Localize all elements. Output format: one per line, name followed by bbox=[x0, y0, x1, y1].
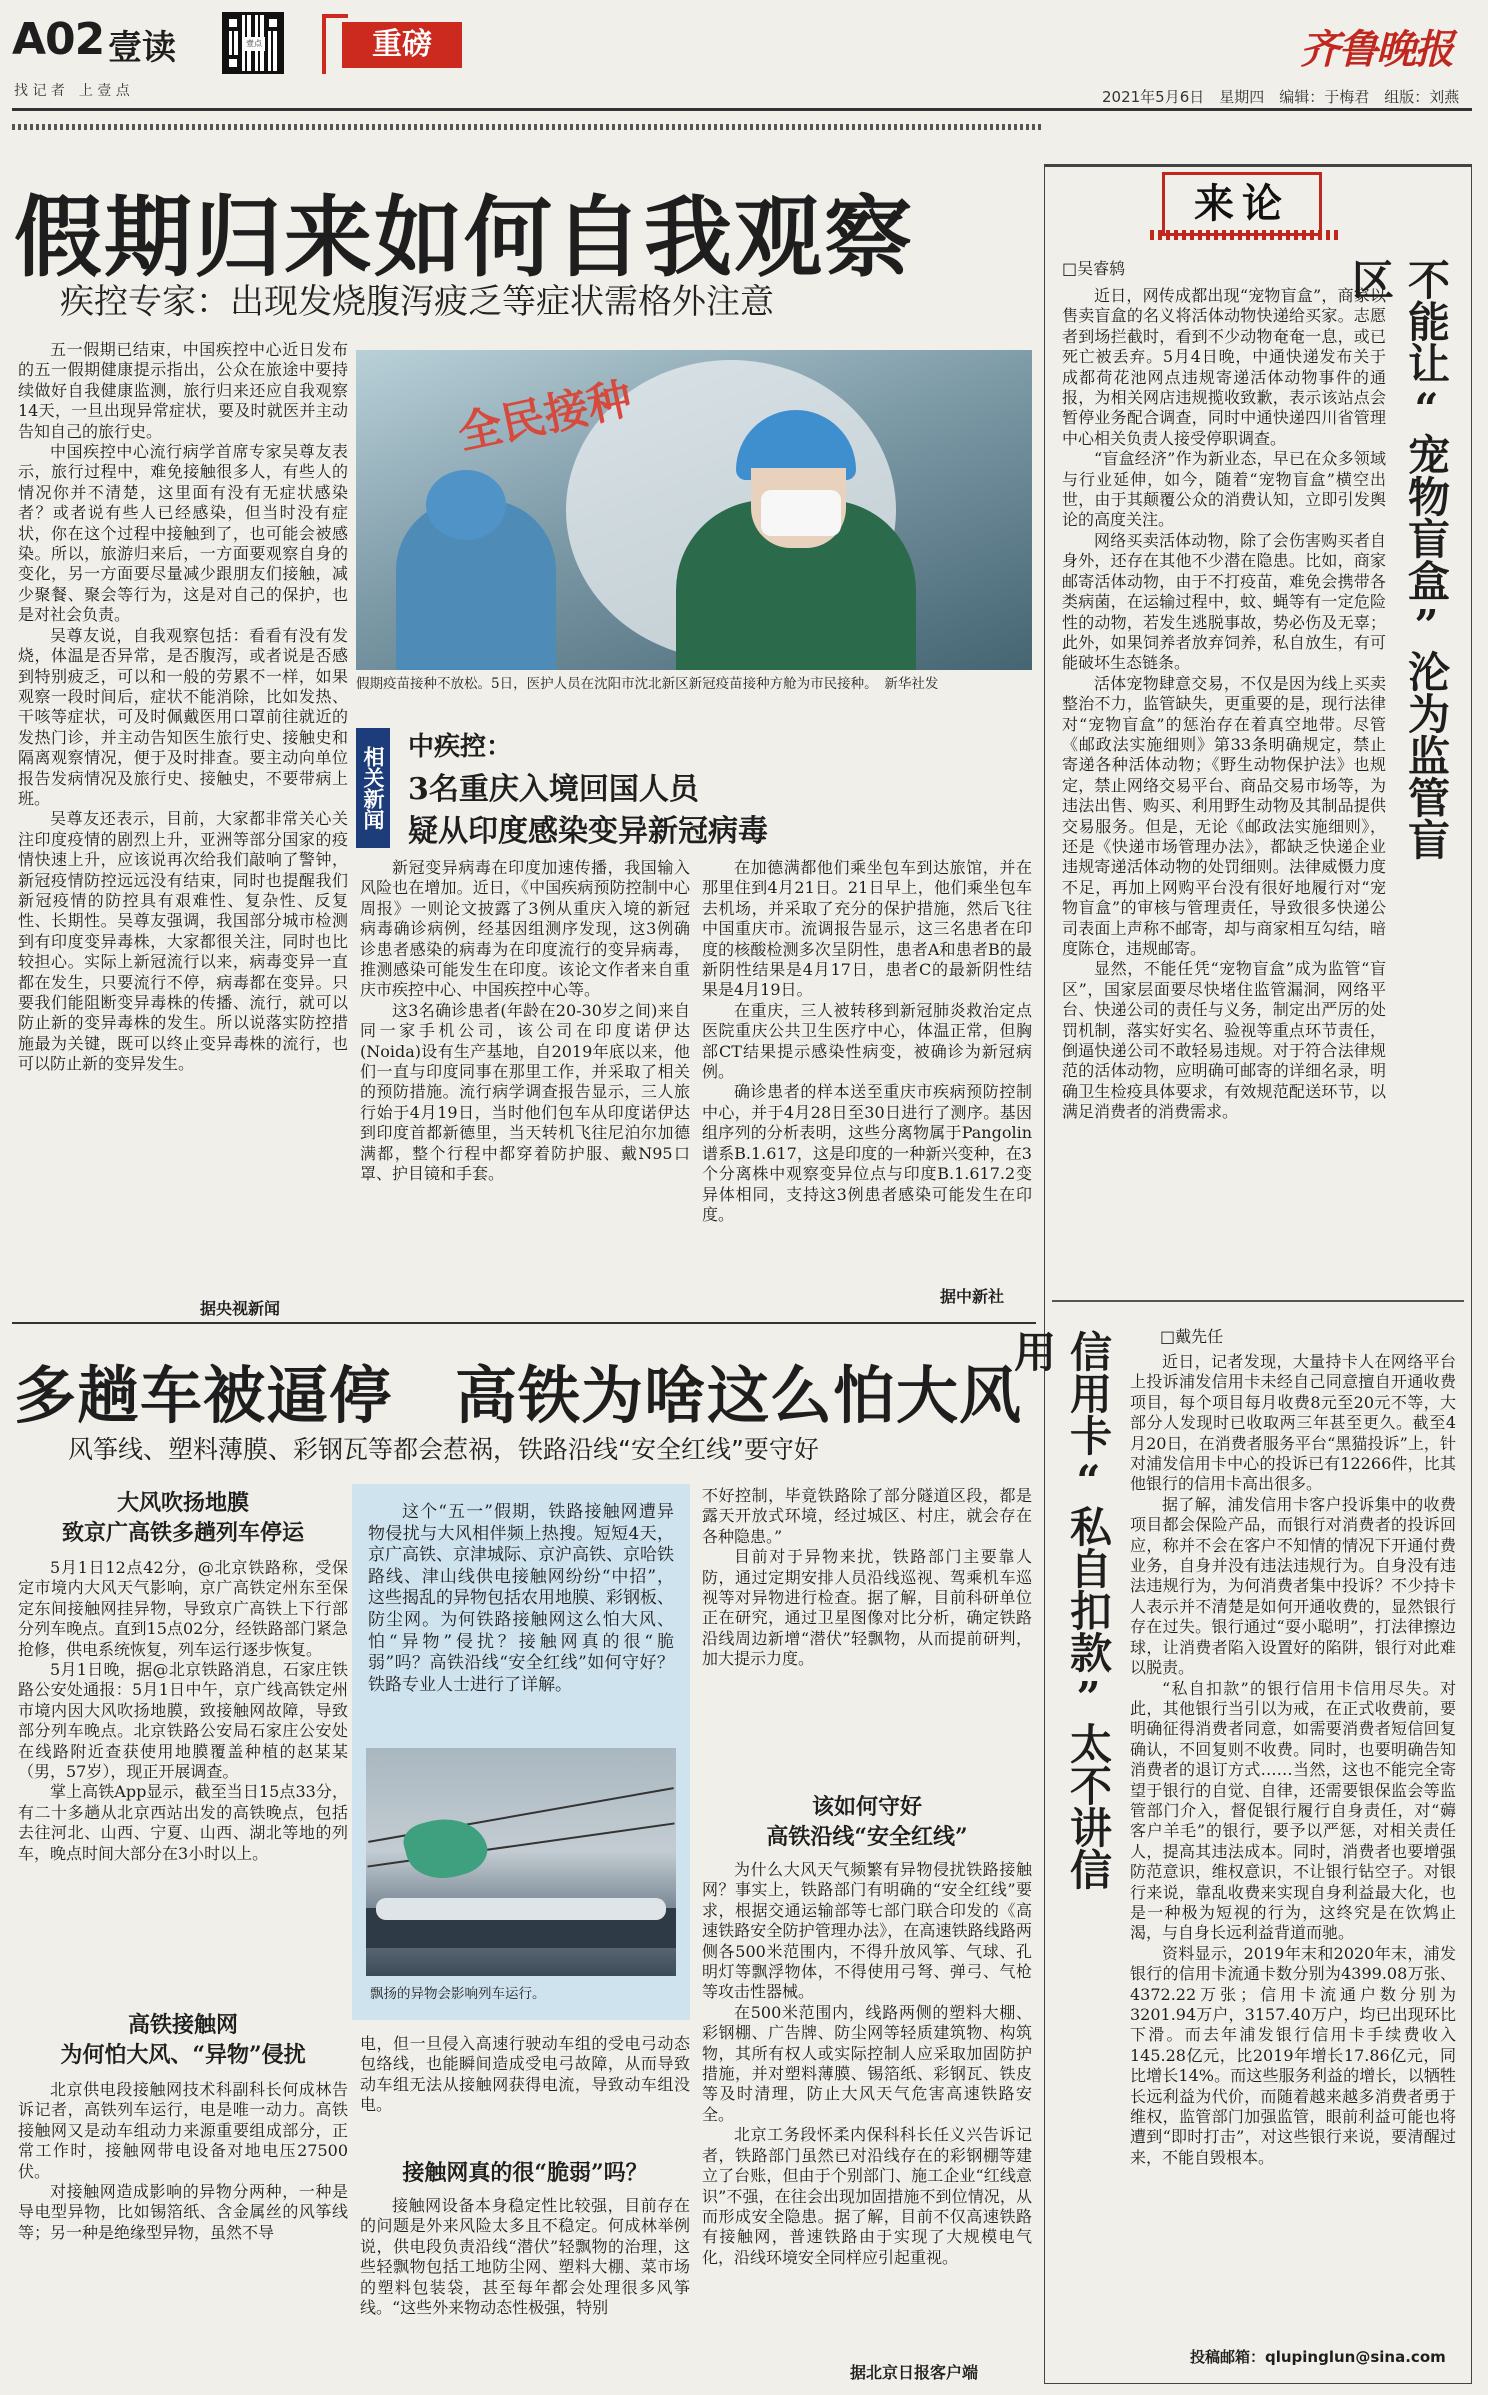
vaccination-photo bbox=[356, 350, 1032, 670]
debris-photo-caption: 飘扬的异物会影响列车运行。 bbox=[370, 1986, 546, 2002]
article2-paragraph: 不好控制，毕竟铁路除了部分隧道区段，都是露天开放式环境，经过城区、村庄，就会存在各种隐患。” bbox=[702, 1486, 1032, 1546]
related-news-col1 bbox=[360, 858, 690, 1304]
related-news-col2 bbox=[702, 858, 1032, 1282]
article2-paragraph: 掌上高铁App显示，截至当日15点33分，有二十多趟从北京西站出发的高铁晚点，包括去往河北、山西、宁夏、山西、湖北等地的列车，晚点时间大部分在3小时以上。 bbox=[18, 1782, 348, 1863]
article2-col3 bbox=[360, 2034, 690, 2124]
article2-paragraph: 目前对于异物来扰，铁路部门主要靠人防，通过定期安排人员沿线巡视、驾乘机车巡视等对异物进行检查。据了解，目前科研单位正在研究，通过卫星图像对比分析，确定铁路沿线周边新增“潜伏”轻飘物，从而提前研判，加大提示力度。 bbox=[702, 1547, 1032, 1669]
newspaper-logo-icon: 齐鲁晚报 bbox=[1300, 26, 1452, 73]
section-tag: 重磅 bbox=[342, 22, 462, 68]
related-news-paragraph: 确诊患者的样本送至重庆市疾病预防控制中心，并于4月28日至30日进行了测序。基因组序列的分析表明，这些分离物属于Pangolin谱系B.1.617，这是印度的一种新兴变种，在3个分离株中观察变异位点与印度B.1.617.2变异体相同，支持这3例患者感染可能发生在印度。 bbox=[702, 1082, 1032, 1224]
article2-paragraph: 对接触网造成影响的异物分两种，一种是导电型异物，比如锡箔纸、含金属丝的风筝线等；另一种是绝缘型异物，虽然不导 bbox=[18, 2182, 348, 2242]
article2-paragraph: 为什么大风天气频繁有异物侵扰铁路接触网？事实上，铁路部门有明确的“安全红线”要求，根据交通运输部等七部门联合印发的《高速铁路安全防护管理办法》，在高速铁路线路两侧各500米范围内，不得升放风筝、气球、孔明灯等飘浮物体，不得使用弓弩、弹弓、气枪等攻击性器械。 bbox=[702, 1860, 1032, 2002]
article2-headline: 多趟车被逼停 高铁为啥这么怕大风 bbox=[14, 1359, 1023, 1432]
article2-intro-text bbox=[368, 1502, 674, 1742]
article2-col4 bbox=[702, 1486, 1032, 1770]
article2-col3b bbox=[360, 2196, 690, 2382]
editorial1-title: 不能让“宠物盲盒”沦为监管盲区 bbox=[1346, 258, 1451, 860]
article2-sec2-title-line2: 为何怕大风、“异物”侵扰 bbox=[60, 2042, 306, 2068]
article2-col1 bbox=[18, 1558, 348, 1998]
page-number: A02 bbox=[12, 14, 105, 65]
article2-subhead: 风筝线、塑料薄膜、彩钢瓦等都会惹祸，铁路沿线“安全红线”要守好 bbox=[68, 1435, 819, 1464]
masthead-rule bbox=[12, 108, 1472, 111]
debris-on-catenary-photo bbox=[366, 1748, 676, 1976]
editorial1-paragraph: 显然，不能任凭“宠物盲盒”成为监管“盲区”，国家层面要尽快堵住监管漏洞，网络平台、快递公司的责任与义务，制定出严厉的处罚机制，落实好实名、验视等重点环节责任，倒逼快递公司不敢轻易违规。对于符合法律规范的活体动物，应明确可邮寄的详细名录，明确卫生检疫具体要求，有效规范配送环节，以满足消费者的消费需求。 bbox=[1062, 959, 1386, 1122]
editorial2-body bbox=[1130, 1352, 1456, 2342]
related-news-credit: 据中新社 bbox=[940, 1287, 1005, 1306]
article2-sec1-title-line2: 致京广高铁多趟列车停运 bbox=[61, 1520, 304, 1546]
masthead-slogan: 找 记 者 上 壹 点 bbox=[14, 83, 130, 99]
masthead-rule-dotted bbox=[12, 124, 1044, 130]
article1-headline: 假期归来如何自我观察 bbox=[14, 185, 915, 289]
article2-paragraph: 北京工务段怀柔内保科科长任义兴告诉记者，铁路部门虽然已对沿线存在的彩钢棚等建立了台账，但由于个别部门、施工企业“红线意识”不强，在往会出现加固措施不到位情况，从而形成安全隐患。据了解，目前不仅高速铁路有接触网，普速铁路由于实现了大规模电气化，沿线环境安全同样应引起重视。 bbox=[702, 2125, 1032, 2267]
related-news-label: 相关新闻 bbox=[356, 728, 390, 848]
qr-code-icon[interactable] bbox=[222, 12, 284, 74]
article2-top-rule bbox=[12, 1322, 1036, 1324]
editorial2-paragraph: 据了解，浦发信用卡客户投诉集中的收费项目都会保险产品，而银行对消费者的投诉回应，称并不会在客户不知情的情况下开通付费业务，自身并没有违法违规行为。自身没有违法违规行为，为何消费者集中投诉？不少持卡人表示并不清楚是如何开通收费的，显然银行存在过失。银行通过“耍小聪明”，打法律擦边球，让消费者陷入设置好的陷阱，银行对此难以脱责。 bbox=[1130, 1494, 1456, 1678]
related-news-paragraph: 在加德满都他们乘坐包车到达旅馆，并在那里住到4月21日。21日早上，他们乘坐包车去机场，并采取了充分的保护措施，然后飞往中国重庆市。流调报告显示，这三名患者在印度的核酸检测多次呈阴性，患者A和患者B的最新阴性结果是4月17日，患者C的最新阴性结果是4月19日。 bbox=[702, 858, 1032, 1000]
editorial1-paragraph: 网络买卖活体动物，除了会伤害购买者自身外，还存在其他不少潜在隐患。比如，商家邮寄活体动物，由于不打疫苗，难免会携带各类病菌，在运输过程中，蚊、蝇等有一定危险性的动物，若发生逃脱事故，势必伤及无辜；此外，如果饲养者放弃饲养，私自放生，有可能破坏生态链条。 bbox=[1062, 530, 1386, 673]
article1-subhead: 疾控专家：出现发烧腹泻疲乏等症状需格外注意 bbox=[60, 282, 774, 322]
editorial1-paragraph: 近日，网传成都出现“宠物盲盒”，商家以售卖盲盒的名义将活体动物快递给买家。志愿者到场拦截时，看到不少动物奄奄一息，或已死亡被丢弃。5月4日晚，中通快递发布关于成都荷花池网点违规寄递活体动物事件的通报，为相关网店违规揽收致歉，表示该站点会暂停业务配合调查，同时中通快递四川省管理中心相关负责人接受停职调查。 bbox=[1062, 286, 1386, 448]
article1-paragraph: 吴尊友说，自我观察包括：看看有没有发烧，体温是否异常，是否腹泻，或者说是否感到特别疲乏，可以和一般的劳累不一样，如果观察一段时间后，症状不能消除，比如发热、干咳等症状，可及时佩戴医用口罩前往就近的发热门诊，并主动告知医生旅行史、接触史和隔离观察情况，便于及时排查。要主动向单位报告发病情况及旅行史、接触史，不要带病上班。 bbox=[18, 625, 348, 808]
photo-poster-text: 全民接种 bbox=[453, 373, 637, 460]
editorial2-author: □戴先任 bbox=[1160, 1327, 1224, 1346]
article2-col1b bbox=[18, 2080, 348, 2380]
article1-paragraph: 中国疾控中心流行病学首席专家吴尊友表示，旅行过程中，难免接触很多人，有些人的情况你并不清楚，这里面有没有无症状感染者？或者说有些人已经感染，但当时没有症状，你在这个过程中接触到了，也可能会被感染。所以，旅游归来后，一方面要观察自身的变化，另一方面要尽量减少跟朋友们接触，减少聚餐、聚会等行为，这是对自己的保护，也是对社会负责。 bbox=[18, 442, 348, 625]
editorial1-body-narrow bbox=[1062, 286, 1386, 1290]
article2-sec1-title-line1: 大风吹扬地膜 bbox=[116, 1490, 249, 1516]
section-name: 壹读 bbox=[108, 28, 176, 68]
article2-sec3-title: 接触网真的很“脆弱”吗？ bbox=[402, 2160, 648, 2186]
article1-body bbox=[18, 340, 348, 1290]
editorial2-paragraph: 资料显示，2019年末和2020年末，浦发银行的信用卡流通卡数分别为4399.08万张、4372.22万张；信用卡流通户数分别为3201.94万户，3157.40万户，均已出现环比下滑。而去年浦发银行信用卡手续费收入145.28亿元，比2019年增长17.86亿元，同比增长14%。而这些服务利益的增长，以牺牲长远利益为代价，而随着越来越多消费者勇于维权，监管部门加强监管，眼前利益可能也将遭到“即时打击”，对这些银行来说，要清醒过来，不能自毁根本。 bbox=[1130, 1943, 1456, 2167]
editorial2-paragraph: “私自扣款”的银行信用卡信用尽失。对此，其他银行当引以为戒，在正式收费前，要明确征得消费者同意，如需要消费者短信回复确认，不回复则不收费。同时，也要明确告知消费者的退订方式……当然，这也不能完全寄望于银行的自觉、自律，还需要银保监会等监管部门介入，督促银行履行自身责任，对“薅客户羊毛”的银行，要予以严惩，对相关责任人，提高其违法成本。同时，消费者也要增强防范意识，维权意识，不让银行钻空子。对银行来说，靠乱收费来实现自身利益最大化，也是一种极为短视的行为，这终究是在饮鸩止渴，与自身长远利益背道而驰。 bbox=[1130, 1678, 1456, 1943]
editorial1-paragraph: “盲盒经济”作为新业态，早已在众多领域与行业延伸，如今，随着“宠物盲盒”横空出世，由于其颠覆公众的消费认知，立即引发舆论的高度关注。 bbox=[1062, 449, 1386, 530]
article2-intro-paragraph: 这个“五一”假期，铁路接触网遭异物侵扰与大风相伴频上热搜。短短4天，京广高铁、京津城际、京沪高铁、京哈铁路线、津山线供电接触网纷纷“中招”，这些揭乱的异物包括农用地膜、彩钢板、防尘网。为何铁路接触网这么怕大风、怕“异物”侵扰？接触网真的很“脆弱”吗？高铁沿线“安全红线”如何守好？铁路专业人士进行了详解。 bbox=[368, 1502, 674, 1695]
article2-sec4-title-line2: 高铁沿线“安全红线” bbox=[766, 1824, 968, 1850]
article2-paragraph: 接触网设备本身稳定性比较强，目前存在的问题是外来风险太多且不稳定。何成林举例说，供电段负责沿线“潜伏”轻飘物的治理，这些轻飘物包括工地防尘网、塑料大棚、菜市场的塑料包装袋，甚至每年都会处理很多风筝线。“这些外来物动态性极强，特别 bbox=[360, 2196, 690, 2318]
related-news-title-line2: 疑从印度感染变异新冠病毒 bbox=[408, 814, 768, 849]
editorial1-author: □吴睿鸫 bbox=[1062, 259, 1126, 278]
article2-paragraph: 在500米范围内，线路两侧的塑料大棚、彩钢棚、广告牌、防尘网等轻质建筑物、构筑物，其所有权人或实际控制人应采取加固防护措施，并对塑料薄膜、锡箔纸、彩钢瓦、铁皮等及时清理，防止大风天气危害高速铁路安全。 bbox=[702, 2002, 1032, 2124]
vaccination-photo-caption: 假期疫苗接种不放松。5日，医护人员在沈阳市沈北新区新冠疫苗接种方舱为市民接种。 新华社发 bbox=[356, 676, 939, 692]
editorial2-title: 信用卡“私自扣款”太不讲信用 bbox=[1008, 1330, 1113, 1890]
article2-paragraph: 5月1日12点42分，@北京铁路称，受保定市境内大风天气影响，京广高铁定州东至保定东间接触网挂异物，导致京广高铁上下行部分列车晚点。直到15点02分，经铁路部门紧急抢修，供电系统恢复，列车运行逐步恢复。 bbox=[18, 1558, 348, 1659]
article2-credit: 据北京日报客户端 bbox=[850, 2363, 979, 2382]
related-news-kicker: 中疾控： bbox=[408, 732, 513, 762]
article2-sec4-title-line1: 该如何守好 bbox=[811, 1794, 922, 1820]
article1-paragraph: 吴尊友还表示，目前，大家都非常关心关注印度疫情的剧烈上升，亚洲等部分国家的疫情快速上升，应该说再次给我们敲响了警钟，新冠疫情防控远远没有结束，同时也提醒我们新冠疫情的防控具有艰难性、复杂性、反复性、长期性。吴尊友强调，我国部分城市检测到有印度变异毒株，大家都很关注，同时也比较担心。实际上新冠流行以来，病毒变异一直都在发生，只要流行不停，病毒都在变异。只要我们能阻断变异毒株的传播、流行，就可以防止新的变异毒株的发生。所以说落实防控措施最为关键，既可以终止变异毒株的流行，也可以防止新的变异发生。 bbox=[18, 809, 348, 1074]
related-news-title-line1: 3名重庆入境回国人员 bbox=[408, 772, 699, 807]
article2-paragraph: 5月1日晚，据@北京铁路消息，石家庄铁路公安处通报：5月1日中午，京广线高铁定州市境内因大风吹扬地膜，致接触网故障，导致部分列车晚点。北京铁路公安局石家庄公安处在线路附近查获使用地膜覆盖种植的赵某某（男，57岁），现正开展调查。 bbox=[18, 1660, 348, 1782]
related-news-paragraph: 这3名确诊患者(年龄在20-30岁之间)来自同一家手机公司，该公司在印度诺伊达(Noida)设有生产基地，自2019年底以来，他们一直与印度同事在那里工作，并采取了相关的预防措施。流行病学调查报告显示，三人旅行始于4月19日，当时他们包车从印度诺伊达到印度首都新德里，当天转机飞往尼泊尔加德满都，整个行程中都穿着防护服、戴N95口罩、护目镜和手套。 bbox=[360, 1000, 690, 1184]
article1-credit: 据央视新闻 bbox=[200, 1299, 281, 1318]
editorial-header: 来论 bbox=[1162, 172, 1322, 236]
article2-paragraph: 北京供电段接触网技术科副科长何成林告诉记者，高铁列车运行，电是唯一动力。高铁接触网又是动车组动力来源重要组成部分，正常工作时，接触网带电设备对地电压27500伏。 bbox=[18, 2080, 348, 2181]
qr-center-label: 壹点 bbox=[243, 37, 265, 51]
related-news-paragraph: 新冠变异病毒在印度加速传播，我国输入风险也在增加。近日，《中国疾病预防控制中心周报》一则论文披露了3例从重庆入境的新冠病毒确诊病例，经基因组测序发现，这3例确诊患者感染的病毒为在印度流行的变异病毒，推测感染可能发生在印度。该论文作者来自重庆市疾控中心、中国疾控中心等。 bbox=[360, 858, 690, 1000]
editorial-divider bbox=[1052, 1300, 1464, 1302]
article2-sec2-title-line1: 高铁接触网 bbox=[127, 2012, 238, 2038]
article2-paragraph: 电，但一旦侵入高速行驶动车组的受电弓动态包络线，也能瞬间造成受电弓故障，从而导致动车组无法从接触网获得电流，导致动车组没电。 bbox=[360, 2034, 690, 2115]
editorial1-paragraph: 活体宠物肆意交易，不仅是因为线上买卖整治不力，监管缺失，更重要的是，现行法律对“宠物盲盒”的惩治存在着真空地带。尽管《邮政法实施细则》第33条明确规定，禁止寄递各种活体动物；《野生动物保护法》也规定，禁止网络交易平台、商品交易市场等，为违法出售、购买、利用野生动物及其制品提供交易服务。但是，无论《邮政法实施细则》，还是《快递市场管理办法》，都缺乏快递企业违规寄递活体动物的处罚细则。法律威慑力度不足，再加上网购平台没有很好地履行对“宠物盲盒”的审核与管理责任，导致很多快递公司表面上声称不邮寄，却与商家相互勾结，暗度陈仓，违规邮寄。 bbox=[1062, 673, 1386, 958]
editorial2-paragraph: 近日，记者发现，大量持卡人在网络平台上投诉浦发信用卡未经自己同意擅自开通收费项目，每个项目每月收费8元至20元不等，大部分人发现时已收取两三年甚至更久。截至4月20日，在消费者服务平台“黑猫投诉”上，针对浦发信用卡中心的投诉已有12266件，比其他银行的信用卡高出很多。 bbox=[1130, 1352, 1456, 1494]
editorial-email[interactable]: 投稿邮箱：qlupinglun@sina.com bbox=[1190, 2348, 1446, 2366]
article2-col4b bbox=[702, 1860, 1032, 2360]
editorial-header-dots bbox=[1150, 230, 1340, 240]
article1-paragraph: 五一假期已结束，中国疾控中心近日发布的五一假期健康提示指出，公众在旅途中要持续做好自我健康监测，旅行归来还应自我观察14天，一旦出现异常症状，要及时就医并主动告知自己的旅行史。 bbox=[18, 340, 348, 441]
date-line: 2021年5月6日 星期四 编辑：于梅君 组版：刘燕 bbox=[1102, 88, 1460, 106]
related-news-paragraph: 在重庆，三人被转移到新冠肺炎救治定点医院重庆公共卫生医疗中心，体温正常，但胸部CT结果提示感染性病变，被确诊为新冠病例。 bbox=[702, 1000, 1032, 1082]
